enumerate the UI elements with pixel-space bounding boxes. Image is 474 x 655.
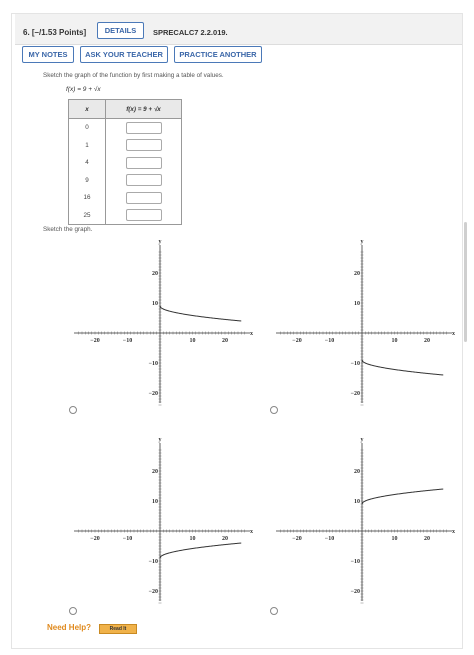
y-tick-label: 20 — [152, 469, 158, 475]
x-tick-label: −20 — [292, 338, 302, 344]
y-tick-label: 10 — [354, 301, 360, 307]
my-notes-button[interactable]: MY NOTES — [22, 46, 74, 63]
x-tick-label: −20 — [292, 536, 302, 542]
x-tick-label: 20 — [222, 536, 228, 542]
x-value: 4 — [69, 154, 106, 172]
instruction-text: Sketch the graph of the function by first making a table of values. — [43, 72, 224, 79]
x-axis-label: x — [452, 331, 455, 337]
x-tick-label: −10 — [324, 536, 335, 542]
header-fx: f(x) = 9 + √x — [106, 100, 182, 119]
y-tick-label: −20 — [148, 391, 158, 397]
answer-input[interactable] — [126, 122, 162, 134]
x-axis-label: x — [250, 331, 253, 337]
table-row — [69, 189, 182, 207]
y-axis-label: y — [360, 239, 364, 245]
radio-option-b[interactable] — [270, 406, 278, 414]
y-tick-label: −10 — [350, 559, 360, 565]
x-value: 25 — [69, 207, 106, 225]
table-row — [69, 119, 182, 137]
y-tick-label: −20 — [350, 391, 360, 397]
x-axis-label: x — [250, 529, 253, 535]
values-table — [68, 99, 182, 225]
radio-option-a[interactable] — [69, 406, 77, 414]
y-tick-label: −10 — [350, 361, 360, 367]
x-value: 16 — [69, 189, 106, 207]
practice-another-button[interactable]: PRACTICE ANOTHER — [174, 46, 262, 63]
x-tick-label: 20 — [222, 338, 228, 344]
table-header-row — [69, 100, 182, 119]
sketch-label: Sketch the graph. — [43, 226, 93, 233]
x-tick-label: 20 — [424, 536, 430, 542]
question-number: 6. [–/1.53 Points] — [23, 28, 87, 37]
y-axis-label: y — [158, 239, 162, 245]
x-tick-label: 10 — [189, 536, 196, 542]
y-axis-label: y — [360, 437, 364, 443]
table-row — [69, 207, 182, 225]
problem-code: SPRECALC7 2.2.019. — [153, 28, 228, 37]
details-button[interactable]: DETAILS — [97, 22, 144, 39]
answer-input[interactable] — [126, 174, 162, 186]
y-tick-label: −10 — [148, 559, 158, 565]
y-tick-label: −10 — [148, 361, 158, 367]
x-tick-label: −10 — [122, 338, 133, 344]
x-value: 1 — [69, 137, 106, 155]
y-tick-label: 10 — [152, 499, 158, 505]
graph-option-d — [274, 435, 458, 605]
ask-teacher-button[interactable]: ASK YOUR TEACHER — [80, 46, 168, 63]
x-tick-label: −10 — [122, 536, 133, 542]
x-value: 0 — [69, 119, 106, 137]
answer-input[interactable] — [126, 192, 162, 204]
x-tick-label: 20 — [424, 338, 430, 344]
x-tick-label: −10 — [324, 338, 335, 344]
table-row — [69, 137, 182, 155]
header-x: x — [69, 100, 106, 119]
x-tick-label: 10 — [391, 338, 398, 344]
y-axis-label: y — [158, 437, 162, 443]
read-it-button[interactable]: Read It — [99, 624, 137, 634]
y-tick-label: −20 — [148, 589, 158, 595]
x-tick-label: 10 — [391, 536, 398, 542]
x-tick-label: −20 — [90, 536, 100, 542]
graph-option-a — [72, 237, 256, 407]
x-value: 9 — [69, 172, 106, 190]
y-tick-label: −20 — [350, 589, 360, 595]
table-row — [69, 172, 182, 190]
y-tick-label: 10 — [354, 499, 360, 505]
need-help-label: Need Help? — [47, 623, 92, 632]
x-tick-label: 10 — [189, 338, 196, 344]
graph-option-b — [274, 237, 458, 407]
graph-option-c — [72, 435, 256, 605]
y-tick-label: 10 — [152, 301, 158, 307]
answer-input[interactable] — [126, 157, 162, 169]
answer-input[interactable] — [126, 209, 162, 221]
function-definition: f(x) = 9 + √x — [66, 86, 101, 93]
radio-option-d[interactable] — [270, 607, 278, 615]
x-tick-label: −20 — [90, 338, 100, 344]
function-curve — [160, 543, 241, 558]
function-curve — [362, 489, 443, 504]
y-tick-label: 20 — [354, 469, 360, 475]
function-curve — [362, 360, 443, 375]
y-tick-label: 20 — [152, 271, 158, 277]
function-curve — [160, 306, 241, 321]
radio-option-c[interactable] — [69, 607, 77, 615]
scrollbar[interactable] — [464, 222, 467, 342]
y-tick-label: 20 — [354, 271, 360, 277]
table-row — [69, 154, 182, 172]
answer-input[interactable] — [126, 139, 162, 151]
x-axis-label: x — [452, 529, 455, 535]
